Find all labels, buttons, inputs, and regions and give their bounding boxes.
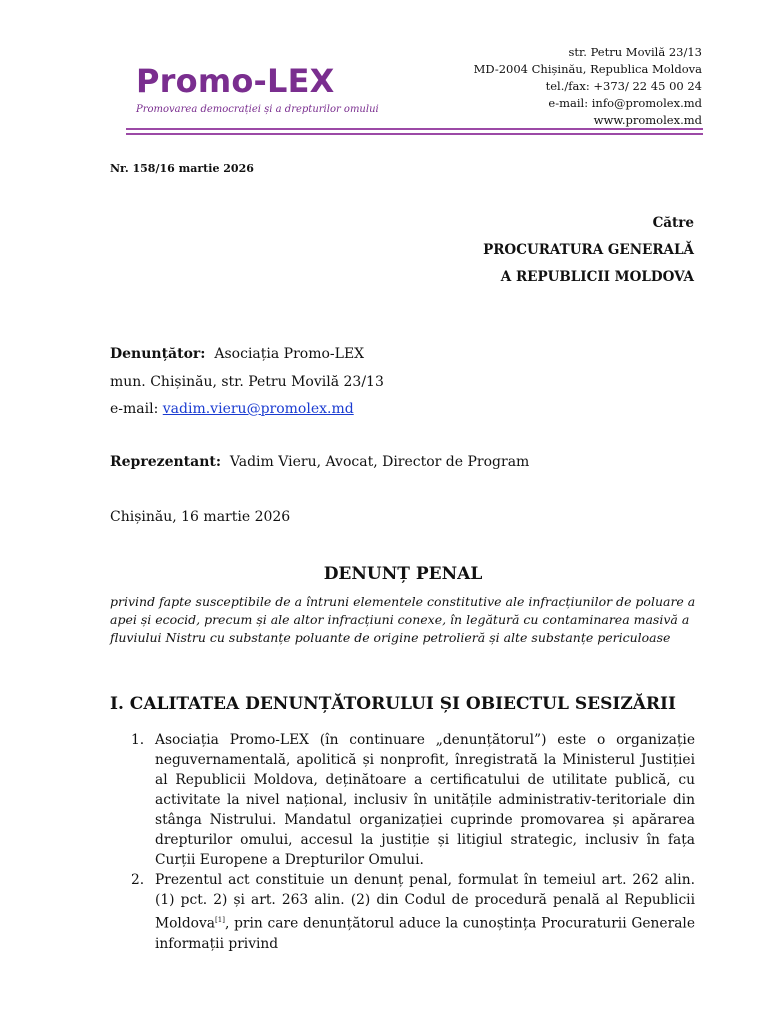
numbered-list: [127, 730, 695, 954]
complainant-label: Denunțător:: [110, 346, 206, 362]
representative-line: [110, 454, 529, 470]
contact-website: www.promolex.md: [593, 113, 702, 127]
recipient-line: Către: [652, 215, 694, 231]
footnote-ref[interactable]: [1]: [215, 916, 225, 924]
recipient-line: PROCURATURA GENERALĂ: [483, 242, 694, 258]
header-divider-top: [126, 128, 703, 130]
contact-email: e-mail: info@promolex.md: [548, 96, 702, 110]
section-heading: I. CALITATEA DENUNȚĂTORULUI ȘI OBIECTUL SESIZĂRII: [110, 694, 676, 714]
representative-value: Vadim Vieru, Avocat, Director de Program: [229, 454, 530, 470]
list-item-text-cont: , prin care denunțătorul aduce la cunoștința Procuraturii Generale informații privind: [155, 915, 695, 952]
email-label: e-mail:: [110, 401, 159, 417]
list-item-number: 2.: [131, 872, 145, 888]
place-date: Chișinău, 16 martie 2026: [110, 509, 291, 525]
complainant-email-line: [110, 401, 354, 417]
list-item-text: Prezentul act constituie un denunț penal, formulat în temeiul art. 262 alin. (1) pct. 2) și art. 263 alin. (2) din Codul de procedură penală al Republicii Moldova: [155, 872, 695, 932]
logo-title: Promo-LEX: [136, 62, 335, 100]
recipient-block: [483, 210, 694, 291]
header-divider-bottom: [126, 133, 703, 135]
list-item: [127, 870, 695, 954]
document-title: DENUNȚ PENAL: [323, 564, 483, 584]
contact-city: MD-2004 Chișinău, Republica Moldova: [473, 62, 702, 76]
list-item-number: 1.: [131, 732, 145, 748]
document-subtitle: privind fapte susceptibile de a întruni elementele constitutive ale infracțiunilor de poluare a apei și ecocid, precum și ale altor infracțiuni conexe, în legătură cu contaminarea masivă a fluviului Nistru cu substanțe poluante de origine petrolieră și alte substanțe periculoase: [110, 594, 696, 645]
representative-label: Reprezentant:: [110, 454, 222, 470]
complainant-line: [110, 346, 364, 362]
contact-phone: tel./fax: +373/ 22 45 00 24: [545, 79, 702, 93]
list-item: [127, 730, 695, 870]
list-item-text: Asociația Promo-LEX (în continuare „denunțătorul”) este o organizație neguvernamentală, apolitică și nonprofit, înregistrată la Ministerul Justiției al Republicii Moldova, deținătoare a certificatului de utilitate publică, cu activitate la nivel național, inclusiv în unitățile administrativ-teritoriale din stânga Nistrului. Mandatul organizației cuprinde promovarea și apărarea drepturilor omului, accesul la justiție și litigiul strategic, inclusiv în fața Curții Europene a Drepturilor Omului.: [155, 732, 695, 868]
complainant-address: mun. Chișinău, str. Petru Movilă 23/13: [110, 374, 384, 390]
recipient-line: A REPUBLICII MOLDOVA: [500, 269, 694, 285]
document-number: Nr. 158/16 martie 2026: [110, 162, 254, 175]
complainant-name: Asociația Promo-LEX: [214, 346, 365, 362]
logo-subtitle: Promovarea democrației și a drepturilor omului: [136, 104, 379, 115]
contact-address: str. Petru Movilă 23/13: [568, 45, 702, 59]
email-link[interactable]: vadim.vieru@promolex.md: [162, 401, 354, 417]
contact-block: [474, 44, 702, 129]
